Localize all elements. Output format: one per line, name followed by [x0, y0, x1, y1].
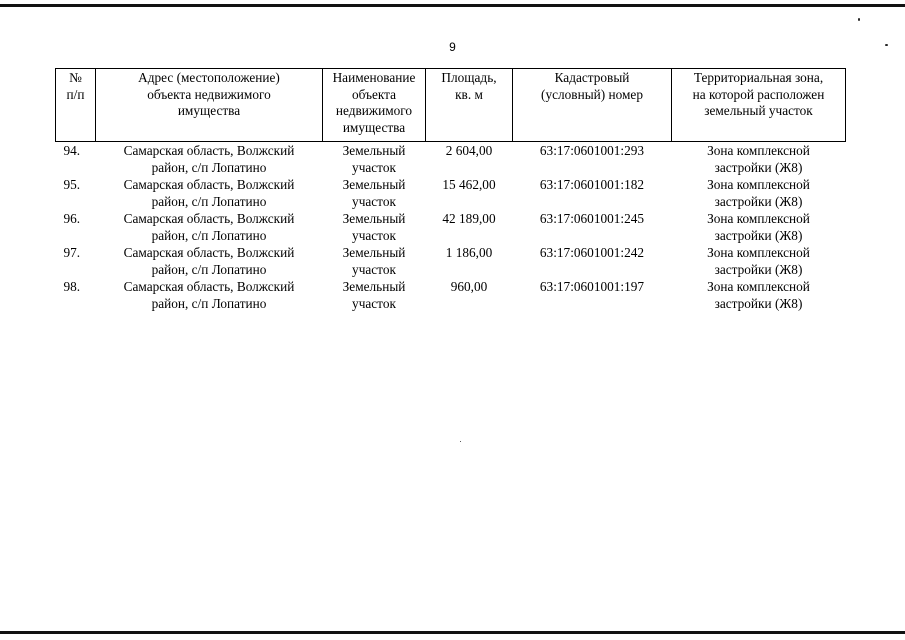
- row-area: 960,00: [450, 279, 488, 294]
- row-object-name: Земельный участок: [342, 177, 406, 209]
- row-territorial-zone: Зона комплексной застройки (Ж8): [707, 177, 810, 209]
- row-cadastral-number: 63:17:0601001:242: [539, 245, 645, 260]
- row-area: 15 462,00: [442, 177, 496, 192]
- row-cadastral-number: 63:17:0601001:245: [539, 211, 645, 226]
- header-number: № п/п: [56, 69, 96, 142]
- row-number: 95.: [63, 177, 81, 192]
- row-area: 2 604,00: [445, 143, 493, 158]
- scan-bottom-border: [0, 631, 905, 634]
- table-header-row: [56, 69, 846, 142]
- page-number: 9: [449, 40, 456, 54]
- row-territorial-zone: Зона комплексной застройки (Ж8): [707, 211, 810, 243]
- scan-speck: [460, 441, 461, 442]
- row-object-name: Земельный участок: [342, 245, 406, 277]
- row-territorial-zone: Зона комплексной застройки (Ж8): [707, 245, 810, 277]
- table-row: [56, 244, 846, 278]
- row-number: 96.: [63, 211, 81, 226]
- row-cadastral-number: 63:17:0601001:197: [539, 279, 645, 294]
- row-address: Самарская область, Волжский район, с/п Лопатино: [123, 279, 295, 311]
- row-number: 97.: [63, 245, 81, 260]
- row-address: Самарская область, Волжский район, с/п Лопатино: [123, 245, 295, 277]
- row-territorial-zone: Зона комплексной застройки (Ж8): [707, 143, 810, 175]
- header-address: Адрес (местоположение) объекта недвижимого имущества: [96, 69, 323, 142]
- row-cadastral-number: 63:17:0601001:293: [539, 143, 645, 158]
- scan-speck: [858, 18, 860, 21]
- header-cadastral-number: Кадастровый (условный) номер: [513, 69, 672, 142]
- row-object-name: Земельный участок: [342, 279, 406, 311]
- header-territorial-zone: Территориальная зона, на которой расположен земельный участок: [672, 69, 846, 142]
- row-object-name: Земельный участок: [342, 143, 406, 175]
- header-area: Площадь, кв. м: [426, 69, 513, 142]
- header-object-name: Наименование объекта недвижимого имущества: [323, 69, 426, 142]
- property-table: [55, 68, 846, 312]
- row-area: 1 186,00: [445, 245, 493, 260]
- row-number: 94.: [63, 143, 81, 158]
- row-cadastral-number: 63:17:0601001:182: [539, 177, 645, 192]
- row-area: 42 189,00: [442, 211, 496, 226]
- row-territorial-zone: Зона комплексной застройки (Ж8): [707, 279, 810, 311]
- table-row: [56, 142, 846, 177]
- row-number: 98.: [63, 279, 81, 294]
- table-row: [56, 176, 846, 210]
- row-address: Самарская область, Волжский район, с/п Лопатино: [123, 143, 295, 175]
- scan-top-border: [0, 4, 905, 7]
- row-object-name: Земельный участок: [342, 211, 406, 243]
- table-row: [56, 210, 846, 244]
- row-address: Самарская область, Волжский район, с/п Лопатино: [123, 177, 295, 209]
- table-row: [56, 278, 846, 312]
- row-address: Самарская область, Волжский район, с/п Лопатино: [123, 211, 295, 243]
